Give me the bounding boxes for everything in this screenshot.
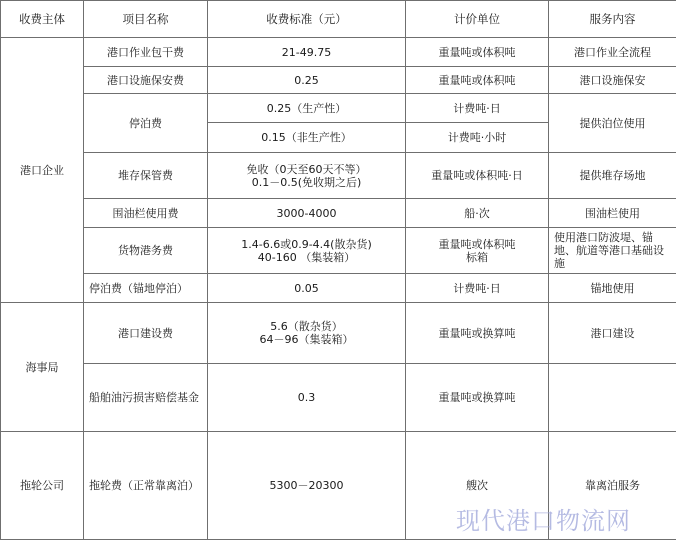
unit-line: 标箱 <box>466 250 488 264</box>
unit-cell: 重量吨或体积吨 <box>406 67 549 94</box>
unit-cell: 船·次 <box>406 199 549 228</box>
service-cell: 提供泊位使用 <box>549 94 676 153</box>
unit-cell <box>406 228 549 274</box>
item-cell: 围油栏使用费 <box>84 199 208 228</box>
table-row <box>1 432 676 540</box>
header-payer: 收费主体 <box>1 1 84 38</box>
item-cell: 停泊费 <box>84 94 208 153</box>
standard-cell <box>208 303 406 364</box>
service-cell: 锚地使用 <box>549 274 676 303</box>
standard-cell: 0.15（非生产性） <box>208 123 406 153</box>
standard-line: 1.4-6.6或0.9-4.4(散杂货) <box>241 237 372 251</box>
service-cell: 靠离泊服务 <box>549 432 676 540</box>
item-cell: 停泊费（锚地停泊） <box>84 274 208 303</box>
table-row <box>1 199 676 228</box>
unit-cell: 重量吨或换算吨 <box>406 364 549 432</box>
table-row <box>1 94 676 123</box>
unit-line: 重量吨或体积吨 <box>438 237 516 251</box>
standard-cell: 3000-4000 <box>208 199 406 228</box>
standard-line: 免收（0天至60天不等） <box>246 162 367 176</box>
group-port-enterprise: 港口企业 <box>1 38 84 303</box>
standard-line: 5.6（散杂货） <box>270 320 343 333</box>
standard-cell: 0.25（生产性） <box>208 94 406 123</box>
service-cell: 提供堆存场地 <box>549 153 676 199</box>
table-row <box>1 228 676 274</box>
standard-line: 64－96（集装箱） <box>259 333 354 346</box>
service-cell: 港口作业全流程 <box>549 38 676 67</box>
item-cell: 货物港务费 <box>84 228 208 274</box>
table-row <box>1 153 676 199</box>
item-cell: 拖轮费（正常靠离泊） <box>84 432 208 540</box>
unit-cell: 重量吨或体积吨 <box>406 38 549 67</box>
standard-cell: 0.25 <box>208 67 406 94</box>
service-cell: 围油栏使用 <box>549 199 676 228</box>
service-cell <box>549 364 676 432</box>
table-row <box>1 67 676 94</box>
table-row <box>1 364 676 432</box>
group-tug-company: 拖轮公司 <box>1 432 84 540</box>
group-maritime-bureau: 海事局 <box>1 303 84 432</box>
unit-cell: 重量吨或换算吨 <box>406 303 549 364</box>
standard-line: 0.1－0.5(免收期之后) <box>251 175 362 189</box>
service-cell: 港口建设 <box>549 303 676 364</box>
unit-cell: 艘次 <box>406 432 549 540</box>
table-row <box>1 274 676 303</box>
unit-cell: 重量吨或体积吨·日 <box>406 153 549 199</box>
header-service: 服务内容 <box>549 1 676 38</box>
item-cell: 堆存保管费 <box>84 153 208 199</box>
watermark-text: 现代港口物流网 <box>456 507 631 535</box>
standard-line: 40-160 （集装箱） <box>257 250 356 264</box>
unit-cell: 计费吨·小时 <box>406 123 549 153</box>
standard-cell: 0.3 <box>208 364 406 432</box>
table-header-row <box>1 1 676 38</box>
standard-cell: 21-49.75 <box>208 38 406 67</box>
table-row <box>1 303 676 364</box>
header-standard: 收费标准（元） <box>208 1 406 38</box>
standard-cell: 5300－20300 <box>208 432 406 540</box>
unit-cell: 计费吨·日 <box>406 274 549 303</box>
service-cell: 港口设施保安 <box>549 67 676 94</box>
item-cell: 港口建设费 <box>84 303 208 364</box>
header-item: 项目名称 <box>84 1 208 38</box>
item-cell: 港口作业包干费 <box>84 38 208 67</box>
standard-cell: 0.05 <box>208 274 406 303</box>
standard-cell <box>208 153 406 199</box>
header-unit: 计价单位 <box>406 1 549 38</box>
item-cell: 船舶油污损害赔偿基金 <box>84 364 208 432</box>
standard-cell <box>208 228 406 274</box>
unit-cell: 计费吨·日 <box>406 94 549 123</box>
table-row <box>1 38 676 67</box>
service-cell: 使用港口防波堤、锚地、航道等港口基础设施 <box>549 228 676 274</box>
item-cell: 港口设施保安费 <box>84 67 208 94</box>
